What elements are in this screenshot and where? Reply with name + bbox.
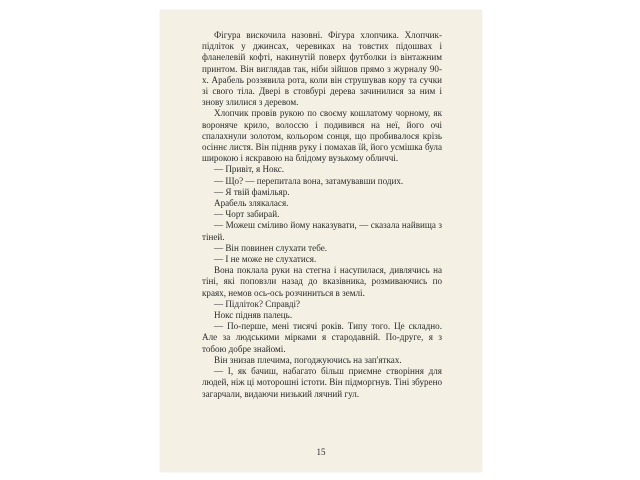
page-number: 15: [316, 447, 326, 457]
paragraph: Хлопчик провів рукою по своєму кошлатому чорному, як вороняче крило, волоссю і подивився на неї, його очі спалахнули золотом, кольором сонця, що пробивалося крізь осіннє листя. Він підняв руку і помахав їй, його усмішка була широкою і яскравою на блідому вузькому обличчі.: [202, 108, 442, 164]
paragraph: — Можеш сміливо йому наказувати, — сказала найвища з тіней.: [202, 220, 442, 242]
paragraph: Нокс підняв палець.: [214, 310, 293, 321]
body-text: [202, 30, 442, 400]
paragraph: — Привіт, я Нокс.: [214, 164, 285, 175]
book-page: [160, 10, 482, 472]
paragraph: — Чорт забирай.: [214, 209, 280, 220]
paragraph: Арабель злякалася.: [214, 198, 289, 209]
paragraph: — І не може не слухатися.: [214, 254, 317, 265]
paragraph: Він знизав плечима, погоджуючись на зап'ятках.: [214, 354, 402, 365]
paragraph: — По-перше, мені тисячі років. Типу того. Це складно. Але за людськими мірками я стародавній. По-друге, я з тобою добре знайомі.: [202, 321, 442, 354]
paragraph: — Що? — перепитала вона, затамувавши подих.: [214, 175, 404, 186]
paragraph: — Підліток? Справді?: [214, 298, 301, 309]
paragraph: Фігура вискочила назовні. Фігура хлопчика. Хлопчик-підліток у джинсах, черевиках на товстих підошвах і фланелевій кофті, накинутій поверх футболки із вінтажним принтом. Він виглядав так, ніби зійшов прямо з журналу 90-х. Арабель роззявила рота, коли він струшував кору та сучки зі свого тіла. Двері в стовбурі дерева зачинилися за ним і знову злилися з деревом.: [202, 30, 442, 108]
paragraph: — Він повинен слухати тебе.: [214, 242, 328, 253]
paragraph: — І, як бачиш, набагато більш приємне створіння для людей, ніж ці моторошні істоти. Він підморгнув. Тіні збурено загарчали, видаючи низький лячний гул.: [202, 366, 442, 399]
paragraph: — Я твій фамільяр.: [214, 186, 290, 197]
paragraph: Вона поклала руки на стегна і насупилася, дивлячись на тіні, які поповзли назад до вказівника, розмиваючись по краях, немов ось-ось розчиниться в землі.: [202, 265, 442, 298]
